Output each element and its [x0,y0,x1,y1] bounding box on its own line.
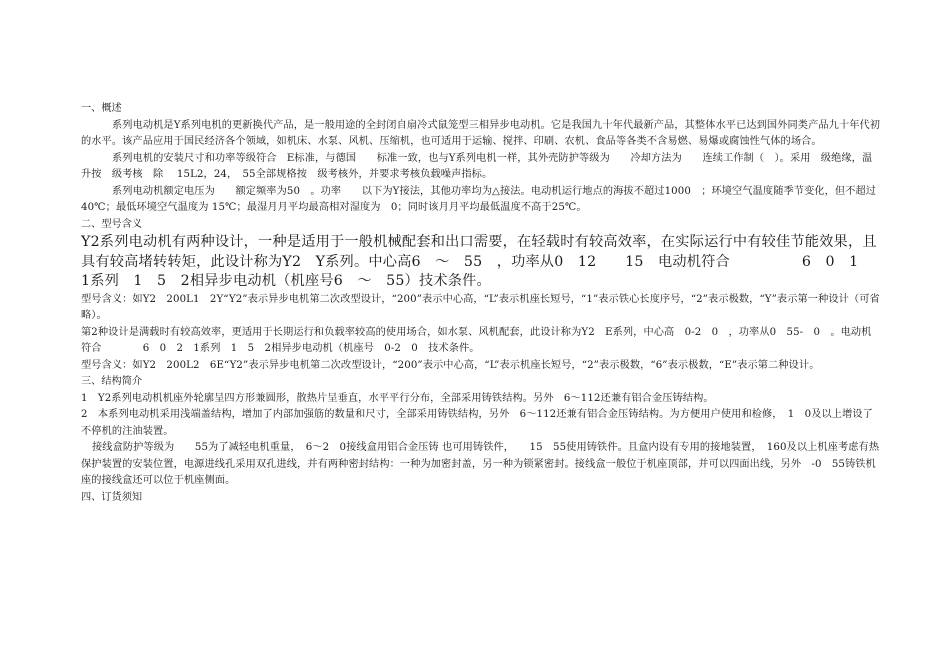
structure-item-3: 接线盒防护等级为 55为了减轻电机重量， 6～2 0接线盒用铝合金压铸 也可用铸铁件， 15 55使用铸铁件。且盒内设有专用的接地装置， 160及以上机座考虑有热保护装置的安装位置，电源进线孔采用双孔进线，并有两种密封结构：一种为加密封盖，另一种为锁紧密封。接线盒一般位于机座顶部，并可以四面出线，另外 -0 55铸铁机座的接线盒还可以位于机座侧面。 [81,442,880,487]
model-second-design: 第2种设计是满载时有较高效率，更适用于长期运行和负载率较高的使用场合，如水泵、风机配套，此设计称为Y2 E系列，中心高 0-2 0 ，功率从0 55- 0 。电动机符合 6 0 2 1系列 1 5 2相异步电动机（机座号 0-2 0 技术条件。 [81,326,872,355]
section-heading-ordering: 四、订货须知 [81,491,143,503]
section-heading-structure: 三、结构简介 [81,376,143,388]
overview-paragraph-2: 系列电机的安装尺寸和功率等级符合 E标准，与德国 标准一致，也与Y系列电机一样，其外壳防护等级为 冷却方法为 连续工作制（ ）。采用 级绝缘，温升按 级考核 除 15L2，24， 55全部规格按 级考核外，并要求考核负载噪声指标。 [81,152,873,180]
model-meaning-2: 型号含义：如Y2 200L2 6E“Y2”表示异步电机第二次改型设计，“200”表示中心高，“L”表示机座长短号，“2”表示极数，“6”表示极数，“E”表示第二种设计。 [81,359,820,371]
section-heading-overview: 一、概述 [81,103,122,114]
structure-item-1: 1 Y2系列电动机机座外轮廓呈四方形兼圆形，散热片呈垂直，水平平行分布，全部采用铸铁结构。另外 6～112还兼有铝合金压铸结构。 [81,392,714,404]
model-design-paragraph: Y2系列电动机有两种设计，一种是适用于一般机械配套和出口需要，在轻载时有较高效率，在实际运行中有较佳节能效果，且具有较高堵转转矩，此设计称为Y2 Y系列。中心高6 ～ 55 ，功率从0 12 15 电动机符合 6 0 1 1系列 1 5 2相异步电动机（机座号6 ～ 55）技术条件。 [81,234,877,290]
document-page [81,101,881,506]
model-meaning-1: 型号含义：如Y2 200L1 2Y“Y2”表示异步电机第二次改型设计，“200”表示中心高，“L”表示机座长短号，“1”表示铁心长度序号，“2”表示极数，“Y”表示第一种设计（可省略）。 [81,293,880,322]
overview-paragraph-3: 系列电动机额定电压为 额定频率为50 。功率 以下为Y接法，其他功率均为△接法。电动机运行地点的海拔不超过1000 ；环境空气温度随季节变化，但不超过40℃；最低环境空气温度为 15℃；最湿月月平均最高相对湿度为 0；同时该月月平均最低温度不高于25℃。 [81,185,877,213]
section-heading-model: 二、型号含义 [81,218,143,230]
overview-paragraph-1: 系列电动机是Y系列电机的更新换代产品，是一般用途的全封闭自扇冷式鼠笼型三相异步电动机。它是我国九十年代最新产品，其整体水平已达到国外同类产品九十年代初的水平。该产品应用于国民经济各个领域，如机床、水泵、风机、压缩机，也可适用于运输、搅拌、印刷、农机、食品等各类不含易燃、易爆或腐蚀性气体的场合。 [81,119,881,147]
structure-item-2: 2 本系列电动机采用浅端盖结构，增加了内部加强筋的数量和尺寸，全部采用铸铁结构，另外 6～112还兼有铝合金压铸结构。为方便用户使用和检修， 1 0及以上增设了不停机的注油装置。 [81,409,873,437]
